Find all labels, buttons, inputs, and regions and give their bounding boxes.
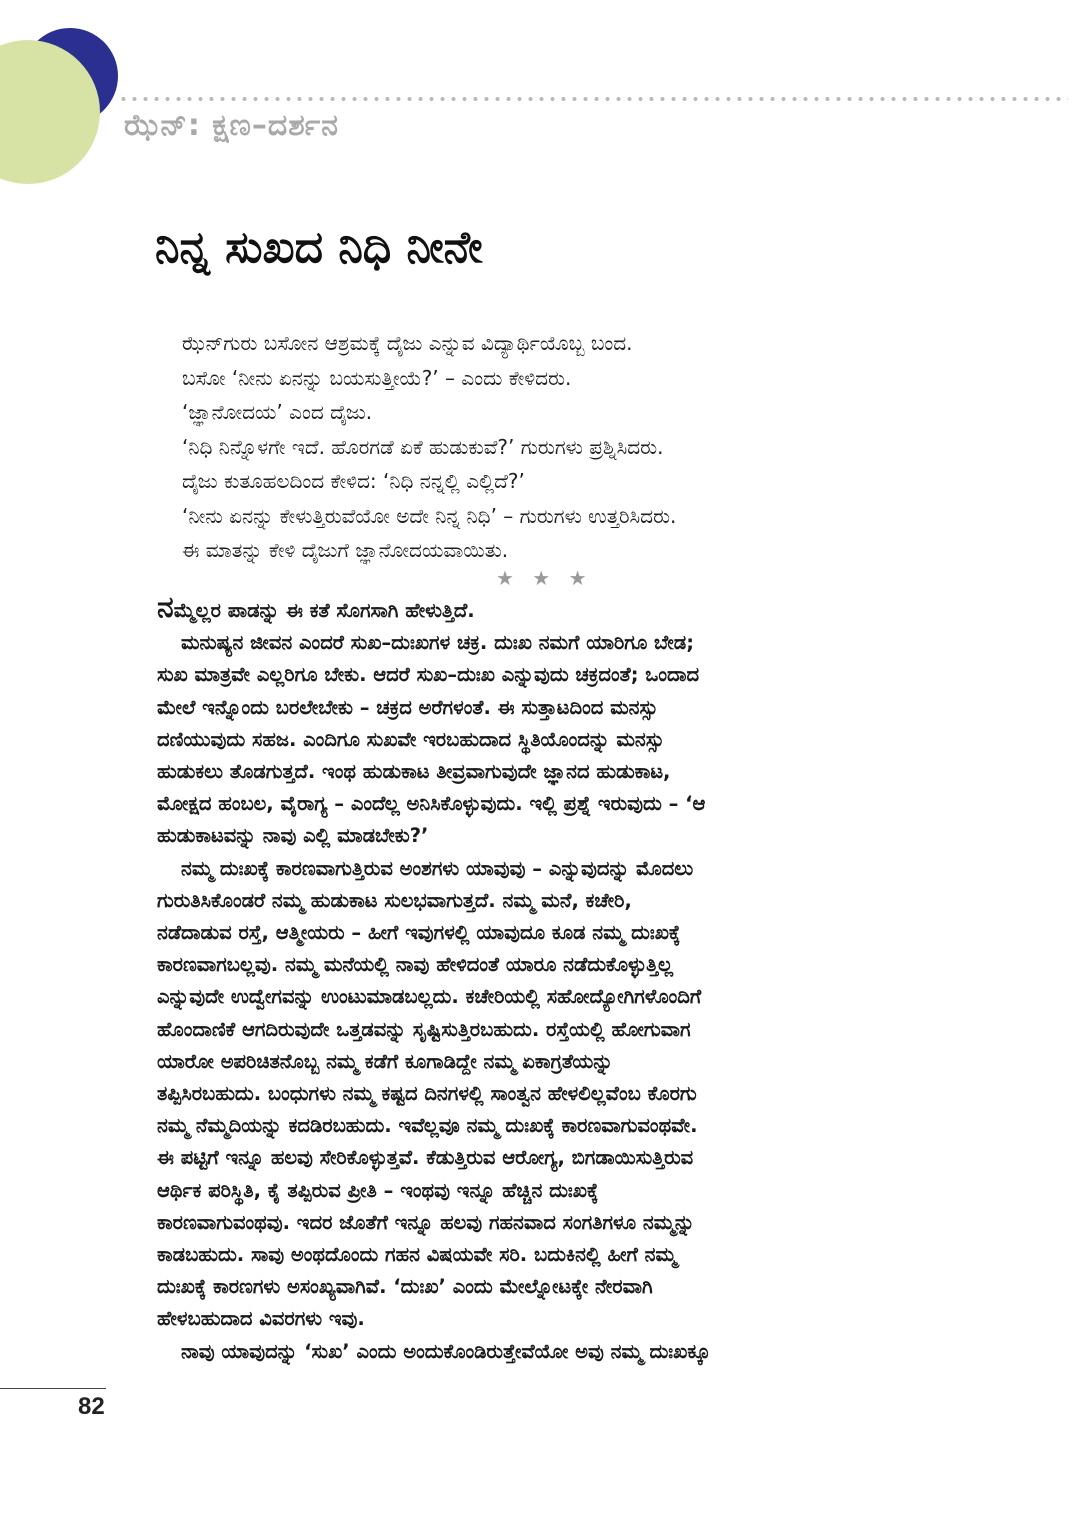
body-line: ಮೇಲೆ ಇನ್ನೊಂದು ಬರಲೇಬೇಕು – ಚಕ್ರದ ಅರೆಗಳಂತೆ. ಈ ಸುತ್ತಾಟದಿಂದ ಮನಸ್ಸು — [157, 695, 658, 719]
page-number: 82 — [78, 1393, 105, 1420]
body-line: ಹುಡುಕಾಟವನ್ನು ನಾವು ಎಲ್ಲಿ ಮಾಡಬೇಕು?’ — [157, 824, 429, 848]
story-line: ಝೆನ್‌ಗುರು ಬಸೋನ ಆಶ್ರಮಕ್ಕೆ ದೈಜು ಎನ್ನುವ ವಿದ್ಯಾರ್ಥಿಯೊಬ್ಬ ಬಂದ. — [182, 331, 633, 355]
dropcap: ನ — [157, 590, 174, 625]
body-line: ಹೇಳಬಹುದಾದ ವಿವರಗಳು ಇವು. — [157, 1307, 365, 1331]
body-line: ಯಾರೋ ಅಪರಿಚಿತನೊಬ್ಬ ನಮ್ಮ ಕಡೆಗೆ ಕೂಗಾಡಿದ್ದೇ ನಮ್ಮ ಏಕಾಗ್ರತೆಯನ್ನು — [157, 1049, 613, 1073]
body-first-line — [157, 592, 897, 627]
story-line: ‘ನೀನು ಏನನ್ನು ಕೇಳುತ್ತಿರುವೆಯೋ ಅದೇ ನಿನ್ನ ನಿಧಿ’ – ಗುರುಗಳು ಉತ್ತರಿಸಿದರು. — [182, 503, 677, 528]
story-line: ಬಸೋ ‘ನೀನು ಏನನ್ನು ಬಯಸುತ್ತೀಯೆ?’ – ಎಂದು ಕೇಳಿದರು. — [182, 365, 572, 390]
body-line: ದಣಿಯುವುದು ಸಹಜ. ಎಂದಿಗೂ ಸುಖವೇ ಇರಬಹುದಾದ ಸ್ಥಿತಿಯೊಂದನ್ನು ಮನಸ್ಸು — [157, 727, 665, 751]
body-line: ಕಾರಣವಾಗಬಲ್ಲವು. ನಮ್ಮ ಮನೆಯಲ್ಲಿ ನಾವು ಹೇಳಿದಂತೆ ಯಾರೂ ನಡೆದುಕೊಳ್ಳುತ್ತಿಲ್ಲ — [157, 953, 673, 977]
body-line: ನಮ್ಮ ನೆಮ್ಮದಿಯನ್ನು ಕದಡಿರಬಹುದು. ಇವೆಲ್ಲವೂ ನಮ್ಮ ದುಃಖಕ್ಕೆ ಕಾರಣವಾಗುವಂಥವೇ. — [157, 1114, 698, 1138]
body-line: ಮೋಕ್ಷದ ಹಂಬಲ, ವೈರಾಗ್ಯ – ಎಂದೆಲ್ಲ ಅನಿಸಿಕೊಳ್ಳುವುದು. ಇಲ್ಲಿ ಪ್ರಶ್ನೆ ಇರುವುದು – ‘ಆ — [157, 792, 706, 816]
body-line: ನಾವು ಯಾವುದನ್ನು ‘ಸುಖ’ ಎಂದು ಅಂದುಕೊಂಡಿರುತ್ತೇವೆಯೋ ಅವು ನಮ್ಮ ದುಃಖಕ್ಕೂ — [181, 1339, 711, 1363]
section-separator-stars: ★ ★ ★ — [496, 566, 593, 590]
body-line: ಹುಡುಕಲು ತೊಡಗುತ್ತದೆ. ಇಂಥ ಹುಡುಕಾಟ ತೀವ್ರವಾಗುವುದೇ ಜ್ಞಾನದ ಹುಡುಕಾಟ, — [157, 760, 671, 784]
dotted-header-rule — [118, 96, 1068, 102]
body-line: ಮನುಷ್ಯನ ಜೀವನ ಎಂದರೆ ಸುಖ–ದುಃಖಗಳ ಚಕ್ರ. ದುಃಖ ನಮಗೆ ಯಾರಿಗೂ ಬೇಡ; — [181, 631, 694, 655]
story-line: ‘ನಿಧಿ ನಿನ್ನೊಳಗೇ ಇದೆ. ಹೊರಗಡೆ ಏಕೆ ಹುಡುಕುವೆ?’ ಗುರುಗಳು ಪ್ರಶ್ನಿಸಿದರು. — [182, 434, 664, 459]
body-text — [157, 592, 897, 1368]
body-line: ಗುರುತಿಸಿಕೊಂಡರೆ ನಮ್ಮ ಹುಡುಕಾಟ ಸುಲಭವಾಗುತ್ತದೆ. ನಮ್ಮ ಮನೆ, ಕಚೇರಿ, — [157, 888, 632, 912]
body-line: ಕಾರಣವಾಗುವಂಥವು. ಇದರ ಜೊತೆಗೆ ಇನ್ನೂ ಹಲವು ಗಹನವಾದ ಸಂಗತಿಗಳೂ ನಮ್ಮನ್ನು — [157, 1210, 695, 1234]
story-line: ದೈಜು ಕುತೂಹಲದಿಂದ ಕೇಳಿದ: ‘ನಿಧಿ ನನ್ನಲ್ಲಿ ಎಲ್ಲಿದೆ?’ — [182, 469, 525, 493]
story-line: ‘ಜ್ಞಾನೋದಯ’ ಎಂದ ದೈಜು. — [182, 400, 373, 424]
body-line: ಎನ್ನುವುದೇ ಉದ್ವೇಗವನ್ನು ಉಂಟುಮಾಡಬಲ್ಲದು. ಕಚೇರಿಯಲ್ಲಿ ಸಹೋದ್ಯೋಗಿಗಳೊಂದಿಗೆ — [157, 985, 702, 1009]
page-number-rule — [0, 1388, 106, 1389]
page-title: ನಿನ್ನ ಸುಖದ ನಿಧಿ ನೀನೇ — [155, 222, 483, 273]
body-line: ಹೊಂದಾಣಿಕೆ ಆಗದಿರುವುದೇ ಒತ್ತಡವನ್ನು ಸೃಷ್ಟಿಸುತ್ತಿರಬಹುದು. ರಸ್ತೆಯಲ್ಲಿ ಹೋಗುವಾಗ — [157, 1017, 691, 1041]
body-line: ನಡೆದಾಡುವ ರಸ್ತೆ, ಆತ್ಮೀಯರು – ಹೀಗೆ ಇವುಗಳಲ್ಲಿ ಯಾವುದೂ ಕೂಡ ನಮ್ಮ ದುಃಖಕ್ಕೆ — [157, 921, 681, 945]
body-line: ಮ್ಮೆಲ್ಲರ ಪಾಡನ್ನು ಈ ಕತೆ ಸೊಗಸಾಗಿ ಹೇಳುತ್ತಿದೆ. — [173, 599, 475, 622]
body-line: ನಮ್ಮ ದುಃಖಕ್ಕೆ ಕಾರಣವಾಗುತ್ತಿರುವ ಅಂಶಗಳು ಯಾವುವು – ಎನ್ನುವುದನ್ನು ಮೊದಲು — [181, 856, 694, 880]
body-line: ಈ ಪಟ್ಟಿಗೆ ಇನ್ನೂ ಹಲವು ಸೇರಿಕೊಳ್ಳುತ್ತವೆ. ಕೆಡುತ್ತಿರುವ ಆರೋಗ್ಯ, ಬಿಗಡಾಯಿಸುತ್ತಿರುವ — [157, 1146, 694, 1170]
body-line: ದುಃಖಕ್ಕೆ ಕಾರಣಗಳು ಅಸಂಖ್ಯವಾಗಿವೆ. ‘ದುಃಖ’ ಎಂದು ಮೇಲ್ನೋಟಕ್ಕೇ ನೇರವಾಗಿ — [157, 1275, 653, 1299]
running-head: ಝೆನ್: ಕ್ಷಣ–ದರ್ಶನ — [124, 108, 339, 143]
body-line: ಸುಖ ಮಾತ್ರವೇ ಎಲ್ಲರಿಗೂ ಬೇಕು. ಆದರೆ ಸುಖ–ದುಃಖ ಎನ್ನುವುದು ಚಕ್ರದಂತೆ; ಒಂದಾದ — [157, 663, 700, 687]
body-line: ಆರ್ಥಿಕ ಪರಿಸ್ಥಿತಿ, ಕೈ ತಪ್ಪಿರುವ ಪ್ರೀತಿ – ಇಂಥವು ಇನ್ನೂ ಹೆಚ್ಚಿನ ದುಃಖಕ್ಕೆ — [157, 1178, 599, 1202]
corner-circles-decoration — [0, 0, 130, 200]
zen-story — [182, 326, 902, 568]
body-line: ಕಾಡಬಹುದು. ಸಾವು ಅಂಥದೊಂದು ಗಹನ ವಿಷಯವೇ ಸರಿ. ಬದುಕಿನಲ್ಲಿ ಹೀಗೆ ನಮ್ಮ — [157, 1243, 677, 1267]
body-line: ತಪ್ಪಿಸಿರಬಹುದು. ಬಂಧುಗಳು ನಮ್ಮ ಕಷ್ಟದ ದಿನಗಳಲ್ಲಿ ಸಾಂತ್ವನ ಹೇಳಲಿಲ್ಲವೆಂಬ ಕೊರಗು — [157, 1082, 697, 1106]
story-line: ಈ ಮಾತನ್ನು ಕೇಳಿ ದೈಜುಗೆ ಜ್ಞಾನೋದಯವಾಯಿತು. — [182, 538, 509, 562]
